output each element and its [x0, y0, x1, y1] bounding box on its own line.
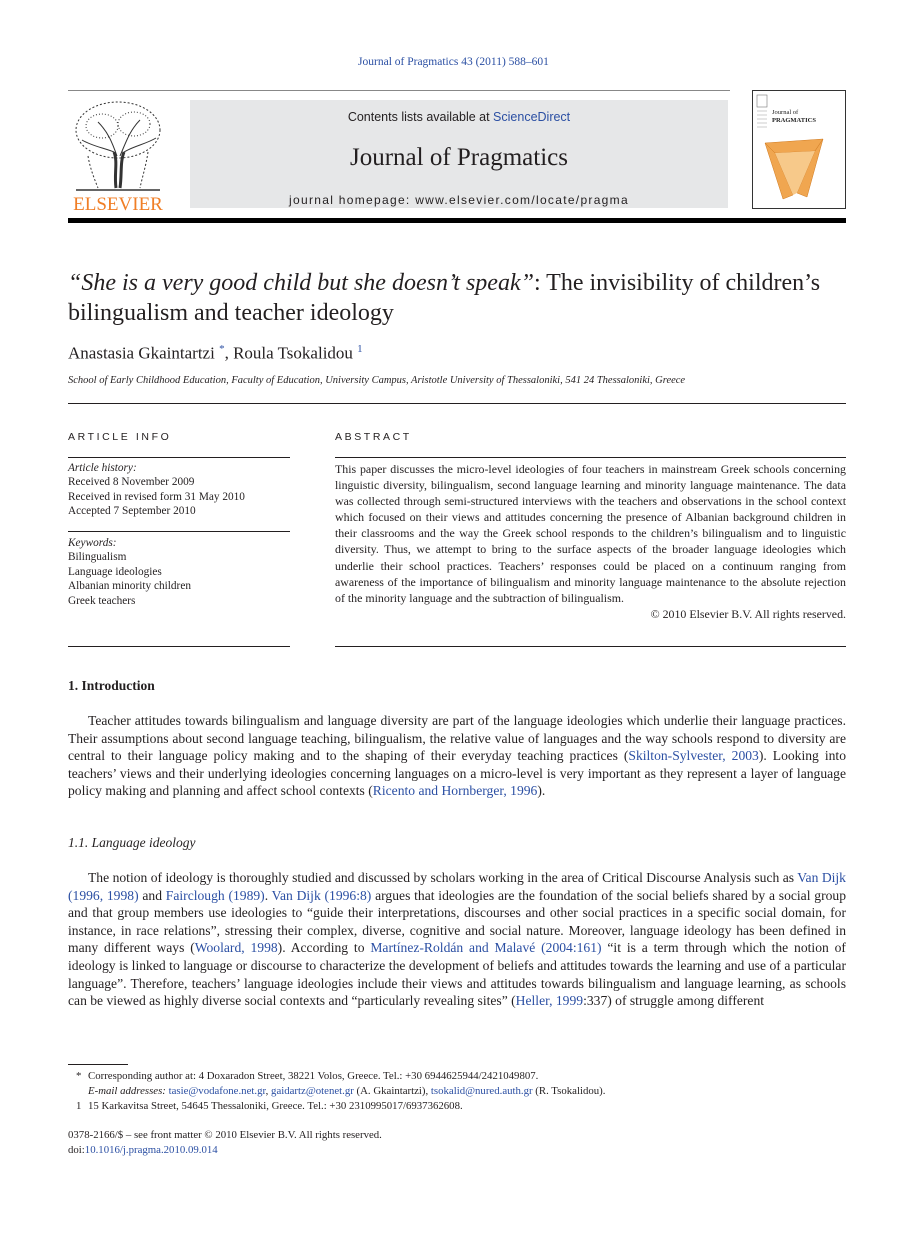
abstract-heading: ABSTRACT	[335, 431, 412, 443]
keywords	[68, 536, 290, 608]
author-footnote-link[interactable]: 1	[357, 343, 363, 355]
homepage-link[interactable]: www.elsevier.com/locate/pragma	[415, 193, 629, 207]
doi-line	[68, 1143, 382, 1158]
footnote-mark: *	[76, 1070, 82, 1082]
text-run: Teacher attitudes towards bilingualism and language diversity are part of the language ideologies which underlie their language practices. Their assumptions about second language teaching, bilingualism, the relative value of languages and the way schools respond to diversity are central to their language policy making and to the shaping of their everyday teaching practices (	[68, 713, 846, 764]
history-item: Received 8 November 2009	[68, 476, 195, 489]
divider	[68, 531, 290, 532]
citation-link[interactable]: Woolard, 1998	[194, 940, 278, 956]
divider	[68, 457, 290, 458]
affiliation: School of Early Childhood Education, Faculty of Education, University Campus, Aristotle University of Thessaloniki, 541 24 Thessaloniki, Greece	[68, 375, 686, 386]
citation-link[interactable]: Martínez-Roldán and Malavé (2004:161)	[370, 940, 602, 956]
masthead-divider	[68, 90, 730, 91]
front-matter-info	[68, 1128, 382, 1158]
email-owner: (A. Gkaintartzi),	[353, 1085, 431, 1097]
abstract-body	[335, 461, 846, 622]
footnote-emails: E-mail addresses: tasie@vodafone.net.gr, gaidartz@otenet.gr (A. Gkaintartzi), tsokalid@nured.auth.gr (R. Tsokalidou).	[88, 1085, 606, 1097]
footnote-text: Corresponding author at: 4 Doxaradon Street, 38221 Volos, Greece. Tel.: +30 6944625944/2421049807.	[88, 1070, 539, 1082]
cover-title-line2: PRAGMATICS	[772, 117, 816, 124]
section-heading-introduction: 1. Introduction	[68, 678, 155, 693]
section-divider	[68, 403, 846, 404]
article-title-rest: : The invisibility of children’s bilingualism and teacher ideology	[68, 270, 821, 326]
divider	[335, 457, 846, 458]
author-name: Roula Tsokalidou	[233, 343, 353, 363]
masthead-rule	[68, 218, 846, 223]
author-list	[68, 343, 363, 364]
citation-link[interactable]: Fairclough (1989)	[165, 887, 265, 903]
tree-logo-icon	[68, 96, 168, 214]
keyword-item: Albanian minority children	[68, 580, 191, 593]
text-run: argues that ideologies are the foundation of the social beliefs shared by a social group and that group members use ideologies to “guide their interpretations, discourses and other social practices in a specific social domain, for instance, in race relations”, stressing their complex, diverse, cognitive and social nature. Moreover, language ideology has been defined in many different ways (	[68, 887, 846, 956]
footnote-corresponding-author	[68, 1069, 846, 1084]
citation-link[interactable]: Van Dijk (1996:8)	[271, 887, 372, 903]
cover-title-line1: Journal of	[772, 109, 799, 116]
author-separator: ,	[224, 343, 234, 363]
email-label: E-mail addresses:	[88, 1085, 166, 1097]
history-item: Accepted 7 September 2010	[68, 505, 196, 518]
history-item: Received in revised form 31 May 2010	[68, 490, 245, 503]
article-title	[68, 268, 858, 328]
contents-line	[190, 110, 728, 124]
citation-link[interactable]: Heller, 1999	[515, 993, 584, 1009]
footnote-mark: 1	[76, 1100, 82, 1112]
keywords-label: Keywords:	[68, 537, 117, 549]
copyright-notice: © 2010 Elsevier B.V. All rights reserved.	[650, 606, 846, 621]
journal-homepage	[190, 193, 728, 207]
email-owner: (R. Tsokalidou).	[532, 1085, 606, 1097]
author-name: Anastasia Gkaintartzi	[68, 343, 215, 363]
footnotes	[68, 1069, 846, 1114]
citation-link[interactable]: Ricento and Hornberger, 1996	[372, 783, 538, 799]
keyword-item: Greek teachers	[68, 594, 136, 607]
footnote-address	[68, 1099, 846, 1114]
elsevier-wordmark: ELSEVIER	[73, 194, 163, 214]
email-link[interactable]: tsokalid@nured.auth.gr	[430, 1085, 533, 1097]
abstract-text: This paper discusses the micro-level ideologies of four teachers in mainstream Greek schools concerning linguistic diversity, bilingualism, second language learning and minority language maintenance. The data was collected through semi-structured interviews with the teachers and observations in the school context which focused on their views and attitudes concerning the presence of Albanian background children in their classrooms and the way the Greek school responds to the children’s bilingualism and to linguistic diversity. Thus, we attempt to bring to the surface aspects of the broader language ideologies which underlie their school practices. Teachers’ responses could be placed on a continuum ranging from awareness of the importance of bilingualism and minority language maintenance to the absolute rejection of the minority language and the subtraction of bilingualism.	[335, 462, 846, 605]
citation-link[interactable]: Van Dijk (1996, 1998)	[68, 870, 846, 903]
text-run: The notion of ideology is thoroughly studied and discussed by scholars working in the area of Critical Discourse Analysis such as	[88, 870, 798, 885]
keyword-item: Language ideologies	[68, 565, 162, 578]
text-run: “it is a term through which the notion of ideology is linked to language or discourse to characterize the development of beliefs and attitudes towards the learning and use of a particular language”. Therefore, teachers’ language ideologies include their views and attitudes towards bilingualism and language learning, as schools can be viewed as highly diverse social contexts and “particularly revealing sites” (	[68, 940, 846, 1009]
divider	[335, 646, 846, 647]
keyword-item: Bilingualism	[68, 551, 127, 564]
subsection-heading-language-ideology: 1.1. Language ideology	[68, 835, 196, 850]
email-link[interactable]: gaidartz@otenet.gr	[271, 1085, 354, 1097]
intro-paragraph	[68, 712, 846, 800]
cover-art-icon	[753, 91, 845, 208]
text-run: .	[264, 887, 272, 903]
email-link[interactable]: tasie@vodafone.net.gr	[168, 1085, 266, 1097]
journal-cover-thumbnail[interactable]	[752, 90, 846, 209]
footnote-divider	[68, 1064, 128, 1065]
text-run: ).	[537, 783, 546, 799]
footnote-text: 15 Karkavitsa Street, 54645 Thessaloniki, Greece. Tel.: +30 2310995017/6937362608.	[88, 1100, 463, 1112]
language-ideology-paragraph	[68, 869, 846, 1010]
doi-label: doi:	[68, 1144, 85, 1156]
text-run: ). Looking into teachers’ views and their underlying ideologies concerning languages on a micro-level is very important as they represent a layer of language policy making and planning and affect school contexts (	[68, 748, 846, 799]
elsevier-logo	[68, 96, 168, 214]
citation-link[interactable]: Skilton-Sylvester, 2003	[628, 748, 759, 764]
article-title-quote: “She is a very good child but she doesn’t speak”	[68, 270, 534, 296]
contents-label: Contents lists available at	[347, 110, 494, 124]
masthead	[68, 90, 846, 220]
doi-link[interactable]: 10.1016/j.pragma.2010.09.014	[84, 1144, 218, 1156]
journal-banner	[190, 100, 728, 208]
divider	[68, 646, 290, 647]
journal-reference[interactable]: Journal of Pragmatics 43 (2011) 588–601	[358, 56, 549, 68]
text-run: :337) of struggle among different	[583, 993, 765, 1009]
text-run: ). According to	[277, 940, 371, 956]
history-label: Article history:	[68, 462, 137, 474]
journal-title: Journal of Pragmatics	[349, 144, 568, 171]
issn-line: 0378-2166/$ – see front matter © 2010 Elsevier B.V. All rights reserved.	[68, 1129, 382, 1141]
article-info-heading: ARTICLE INFO	[68, 431, 172, 443]
text-run: and	[138, 887, 166, 903]
article-history	[68, 461, 290, 519]
homepage-label: journal homepage:	[289, 193, 416, 207]
author-footnote-link[interactable]: *	[219, 343, 225, 355]
sciencedirect-link[interactable]: ScienceDirect	[493, 110, 571, 124]
